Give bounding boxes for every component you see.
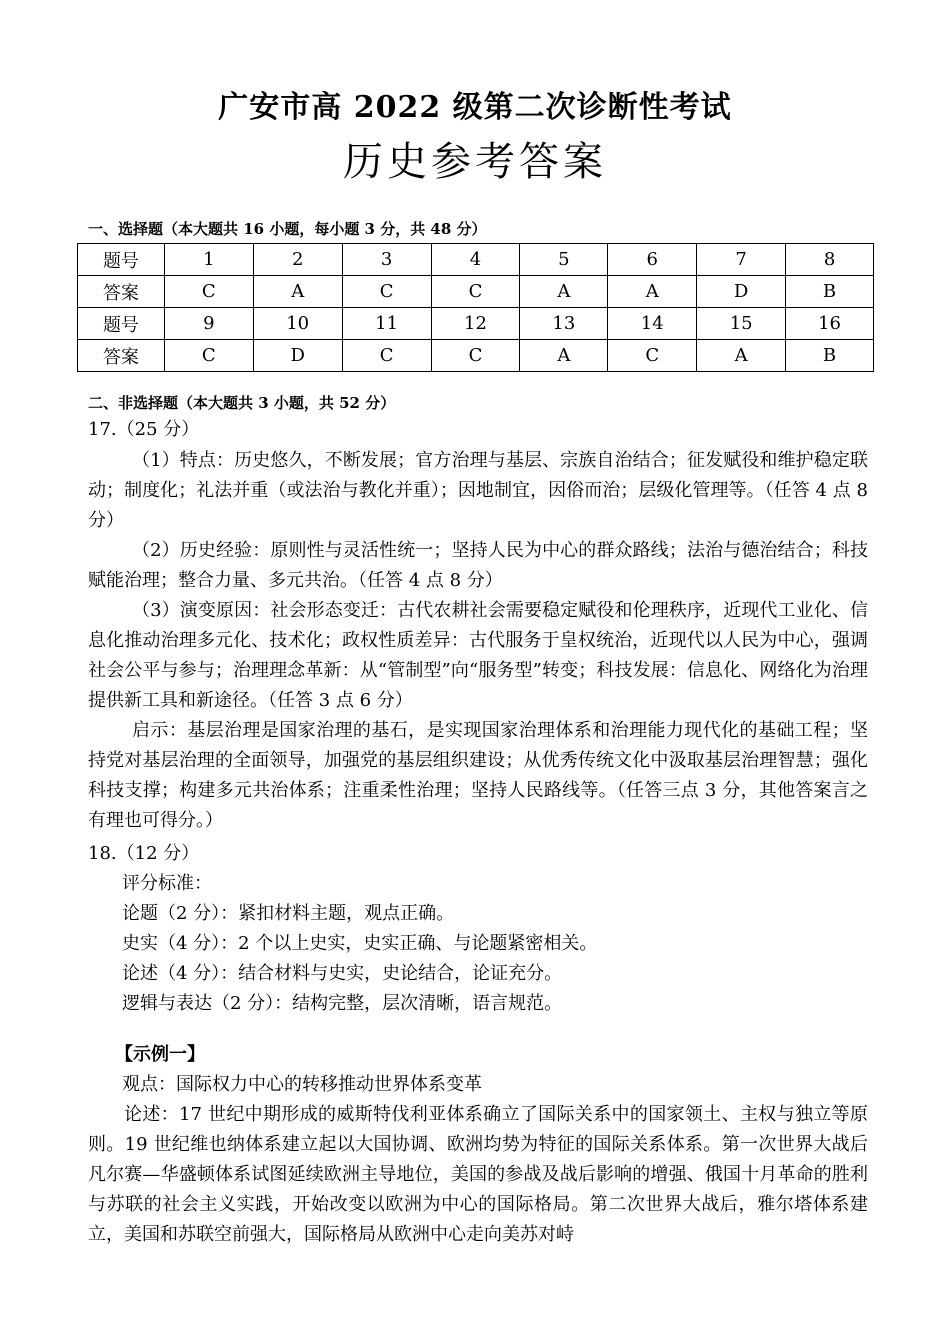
example-one-title: 【示例一】 — [115, 1044, 205, 1065]
table-row-header: 题号 — [78, 308, 165, 340]
table-cell: 9 — [164, 308, 253, 340]
criterion-argument: 论述（4 分）：结合材料与史实，史论结合，论证充分。 — [122, 963, 563, 984]
table-cell: 15 — [697, 308, 786, 340]
answer-table — [77, 243, 874, 372]
example-argument: 论述：17 世纪中期形成的威斯特伐利亚体系确立了国际关系中的国家领土、主权与独立等原则。19 世纪维也纳体系建立起以大国协调、欧洲均势为特征的国际关系体系。第一次世界大战后凡尔赛—华盛顿体系试图延续欧洲主导地位，美国的参战及战后影响的增强、俄国十月革命的胜利与苏联的社会主义实践，开始改变以欧洲为中心的国际格局。第二次世界大战后，雅尔塔体系建立，美国和苏联空前强大，国际格局从欧洲中心走向美苏对峙 — [88, 1104, 868, 1245]
section-1-heading: 一、选择题（本大题共 16 小题，每小题 3 分，共 48 分） — [88, 220, 487, 238]
table-cell: 8 — [786, 244, 874, 276]
table-cell: A — [697, 340, 786, 372]
table-row — [78, 340, 874, 372]
q17-inspiration: 启示：基层治理是国家治理的基石，是实现国家治理体系和治理能力现代化的基础工程；坚持党对基层治理的全面领导，加强党的基层组织建设；从优秀传统文化中汲取基层治理智慧；强化科技支撑；构建多元共治体系；注重柔性治理；坚持人民路线等。（任答三点 3 分，其他答案言之有理也可得分。） — [88, 720, 868, 831]
criterion-facts: 史实（4 分）：2 个以上史实，史实正确、与论题紧密相关。 — [122, 933, 598, 954]
table-cell: 13 — [520, 308, 608, 340]
table-row-header: 答案 — [78, 340, 165, 372]
table-cell: B — [786, 340, 874, 372]
q17-part2: （2）历史经验：原则性与灵活性统一；坚持人民为中心的群众路线；法治与德治结合；科技赋能治理；整合力量、多元共治。（任答 4 点 8 分） — [88, 540, 868, 591]
table-cell: A — [253, 276, 342, 308]
table-cell: 5 — [520, 244, 608, 276]
table-cell: 11 — [342, 308, 431, 340]
question-18-label: 18.（12 分） — [88, 843, 200, 864]
exam-title: 广安市高 2022 级第二次诊断性考试 — [218, 90, 732, 125]
table-cell: C — [164, 276, 253, 308]
table-cell: C — [342, 340, 431, 372]
table-cell: A — [520, 276, 608, 308]
table-row-header: 答案 — [78, 276, 165, 308]
table-cell: 3 — [342, 244, 431, 276]
table-cell: 12 — [431, 308, 520, 340]
table-cell: A — [520, 340, 608, 372]
section-2-heading: 二、非选择题（本大题共 3 小题，共 52 分） — [88, 394, 396, 412]
question-17-label: 17.（25 分） — [88, 419, 200, 440]
scoring-criteria-title: 评分标准： — [122, 873, 212, 894]
table-row — [78, 308, 874, 340]
table-row — [78, 276, 874, 308]
table-cell: 2 — [253, 244, 342, 276]
table-cell: C — [431, 276, 520, 308]
table-cell: A — [608, 276, 697, 308]
table-row-header: 题号 — [78, 244, 165, 276]
table-cell: 10 — [253, 308, 342, 340]
table-cell: 6 — [608, 244, 697, 276]
criterion-logic: 逻辑与表达（2 分）：结构完整，层次清晰，语言规范。 — [122, 993, 563, 1014]
table-cell: 14 — [608, 308, 697, 340]
q17-part3: （3）演变原因：社会形态变迁：古代农耕社会需要稳定赋役和伦理秩序，近现代工业化、信息化推动治理多元化、技术化；政权性质差异：古代服务于皇权统治，近现代以人民为中心，强调社会公平与参与；治理理念革新：从“管制型”向“服务型”转变；科技发展：信息化、网络化为治理提供新工具和新途径。（任答 3 点 6 分） — [88, 600, 868, 711]
table-cell: D — [253, 340, 342, 372]
table-cell: D — [697, 276, 786, 308]
q17-part1: （1）特点：历史悠久，不断发展；官方治理与基层、宗族自治结合；征发赋役和维护稳定联动；制度化；礼法并重（或法治与教化并重）；因地制宜，因俗而治；层级化管理等。（任答 4 点 8 分） — [88, 450, 868, 531]
table-row — [78, 244, 874, 276]
table-cell: 4 — [431, 244, 520, 276]
table-cell: 1 — [164, 244, 253, 276]
table-cell: 16 — [786, 308, 874, 340]
document-title: 历史参考答案 — [343, 139, 607, 185]
table-cell: B — [786, 276, 874, 308]
table-cell: C — [431, 340, 520, 372]
example-viewpoint: 观点：国际权力中心的转移推动世界体系变革 — [122, 1074, 482, 1095]
table-cell: C — [164, 340, 253, 372]
table-cell: C — [342, 276, 431, 308]
table-cell: 7 — [697, 244, 786, 276]
table-cell: C — [608, 340, 697, 372]
criterion-thesis: 论题（2 分）：紧扣材料主题，观点正确。 — [122, 903, 455, 924]
